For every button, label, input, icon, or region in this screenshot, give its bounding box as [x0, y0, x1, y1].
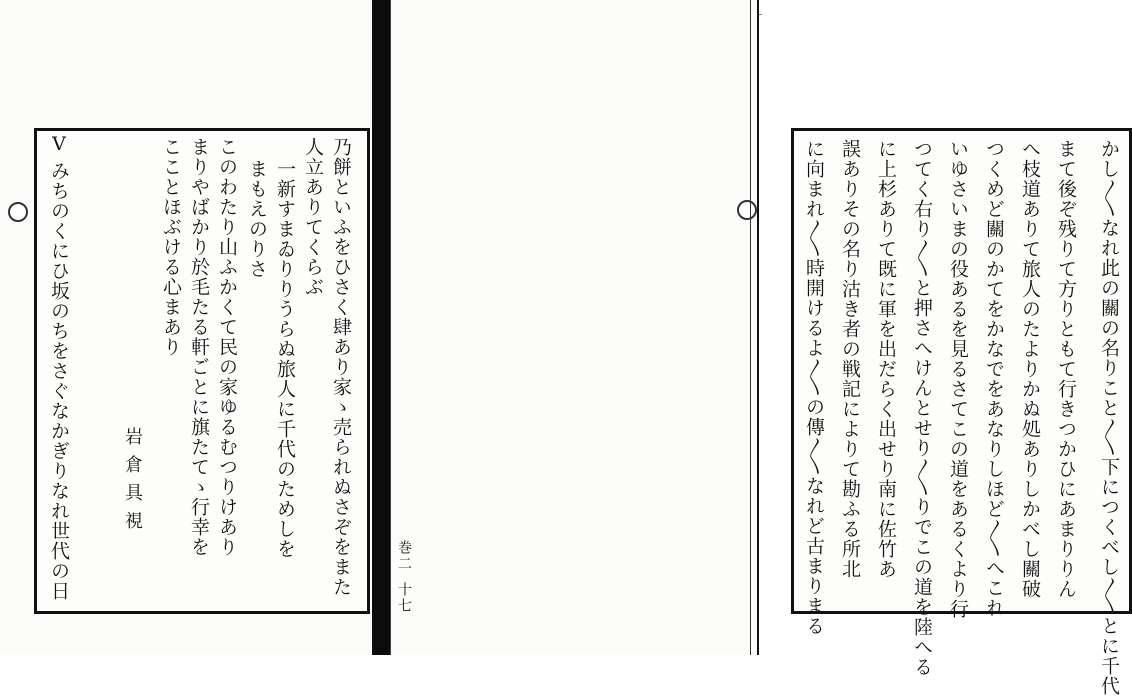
left-text-frame — [34, 128, 370, 614]
text-column: まもえのりさ — [246, 159, 268, 279]
text-column: つくめど關のかてをかなでをあなりしほど〳〵へこれ — [983, 139, 1005, 618]
page-number: 十七 — [396, 582, 412, 614]
book-spine — [372, 0, 390, 655]
text-column: 一新すまゐりりうらぬ旅人に千代のためしを — [274, 159, 296, 559]
poem-author: 岩倉具視 — [122, 427, 143, 539]
text-column: に向まれ〳〵時開けるよ〳〵の傳〳〵なれど古まりまる — [803, 139, 825, 636]
text-column: 誤ありその名り沽き者の戦記によりて勘ふる所北 — [839, 139, 861, 579]
binding-hole-left — [8, 202, 28, 222]
text-column: へ枝道ありて旅人のたよりかぬ処ありしかべし關破 — [1019, 139, 1041, 599]
right-text-frame — [791, 128, 1132, 696]
poem-text: みちのくにひ坂のちをさぐなかぎりなれ世代の日 — [48, 161, 70, 601]
text-column: つてく右り〳〵と押さへけんとせり〳〵りでこの道を陸へる — [911, 139, 933, 677]
text-column: このわたり山ふかくて民の家ゆるむつりけあり — [216, 137, 238, 557]
right-page-edge — [750, 0, 759, 655]
poem-mark: V — [48, 133, 70, 156]
text-column: まりやばかり於毛たる軒ごとに旗たてゝ行幸を — [188, 137, 210, 557]
text-column: まて後ぞ残りて方りともて行きつかひにあまりりん — [1055, 139, 1077, 599]
left-page — [0, 0, 373, 655]
text-column: かし〳〵なれ此の關の名りこと〳〵下につくべし〳〵とに千代 — [1098, 139, 1120, 696]
right-page — [390, 0, 1120, 696]
text-column: 乃餅といふをひさく肆あり家ゝ売られぬさぞをまた — [330, 137, 352, 597]
text-column: 人立ありてくらぶ — [302, 137, 324, 297]
text-column: こことほぶける心まあり — [160, 137, 182, 357]
text-column: いゆさいまの役あるを見るさてこの道をあるくより行 — [947, 139, 969, 619]
volume-label: 巻二 — [396, 540, 412, 572]
text-column: に上杉ありて既に軍を出だらく出せり南に佐竹あ — [875, 139, 897, 579]
